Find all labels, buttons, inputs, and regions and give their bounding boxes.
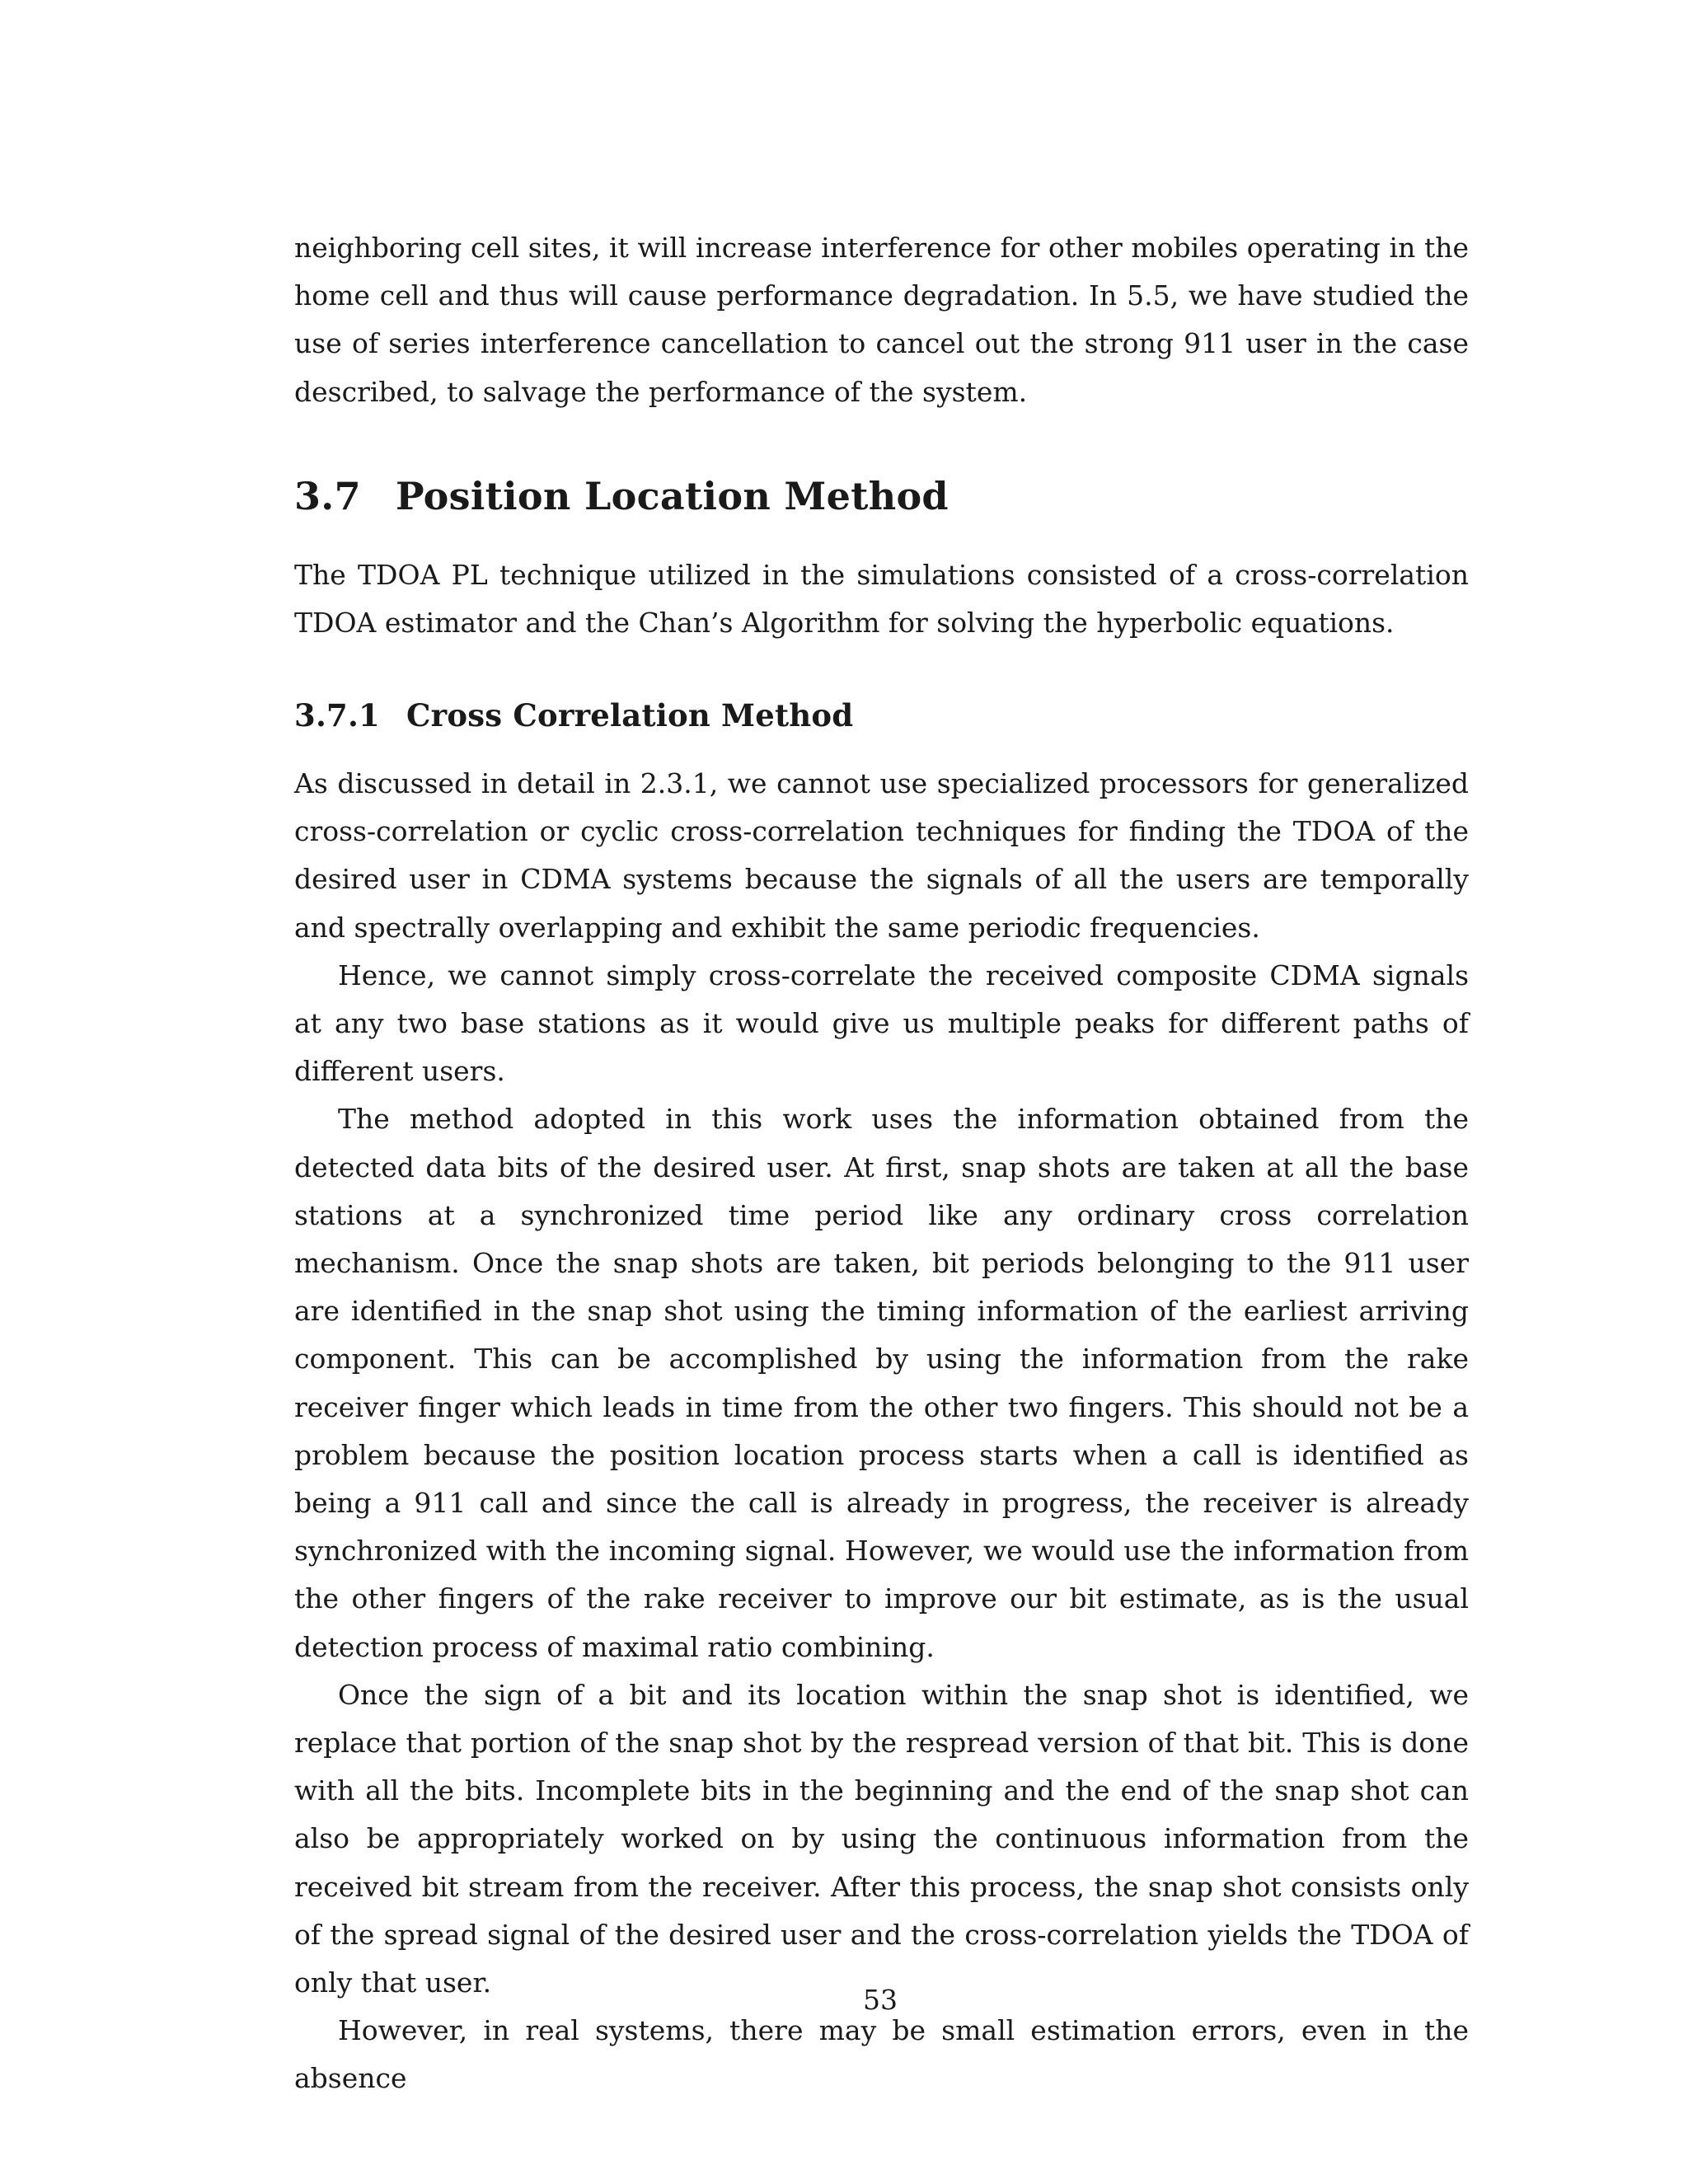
subsection-paragraph-1: As discussed in detail in 2.3.1, we cannot use specialized processors for generalized cross-correlation or cyclic cross-correlation techniques for finding the TDOA of the desired user in CDMA systems because the signals of all the users are temporally and spectrally overlapping and exhibit the same periodic frequencies. [294,767,1469,944]
subsection-heading [294,691,853,740]
page-number: 53 [863,1984,898,2016]
subsection-paragraph-2: Hence, we cannot simply cross-correlate the received composite CDMA signals at any two base stations as it would give us multiple peaks for different paths of different users. [294,958,1469,1088]
section-paragraph: The TDOA PL technique utilized in the simulations consisted of a cross-correlation TDOA estimator and the Chan’s Algorithm for solving the hyperbolic equations. [294,559,1469,640]
section-number: 3.7 [294,474,361,518]
subsection-number: 3.7.1 [294,697,380,733]
subsection-text-block [294,760,1469,2103]
intro-text-block [294,224,1469,416]
intro-paragraph: neighboring cell sites, it will increase interference for other mobiles operating in the home cell and thus will cause performance degradation. In 5.5, we have studied the use of series interference cancellation to cancel out the strong 911 user in the case described, to salvage the performance of the system. [294,232,1469,408]
subsection-paragraph-3: The method adopted in this work uses the information obtained from the detected data bits of the desired user. At first, snap shots are taken at all the base stations at a synchronized time period like any ordinary cross correlation mechanism. Once the snap shots are taken, bit periods belonging to the 911 user are identified in the snap shot using the timing information of the earliest arriving component. This can be accomplished by using the information from the rake receiver finger which leads in time from the other two fingers. This should not be a problem because the position location process starts when a call is identified as being a 911 call and since the call is already in progress, the receiver is already synchronized with the incoming signal. However, we would use the information from the other fingers of the rake receiver to improve our bit estimate, as is the usual detection process of maximal ratio combining. [294,1103,1469,1663]
section-text-block [294,551,1469,647]
subsection-paragraph-4: Once the sign of a bit and its location within the snap shot is identified, we replace that portion of the snap shot by the respread version of that bit. This is done with all the bits. Incomplete bits in the beginning and the end of the snap shot can also be appropriately worked on by using the continuous information from the received bit stream from the receiver. After this process, the snap shot consists only of the spread signal of the desired user and the cross-correlation yields the TDOA of only that user. [294,1678,1469,1999]
section-heading [294,466,949,527]
subsection-paragraph-5: However, in real systems, there may be small estimation errors, even in the absence [294,2014,1469,2095]
section-title: Position Location Method [396,474,949,518]
subsection-title: Cross Correlation Method [406,697,854,733]
